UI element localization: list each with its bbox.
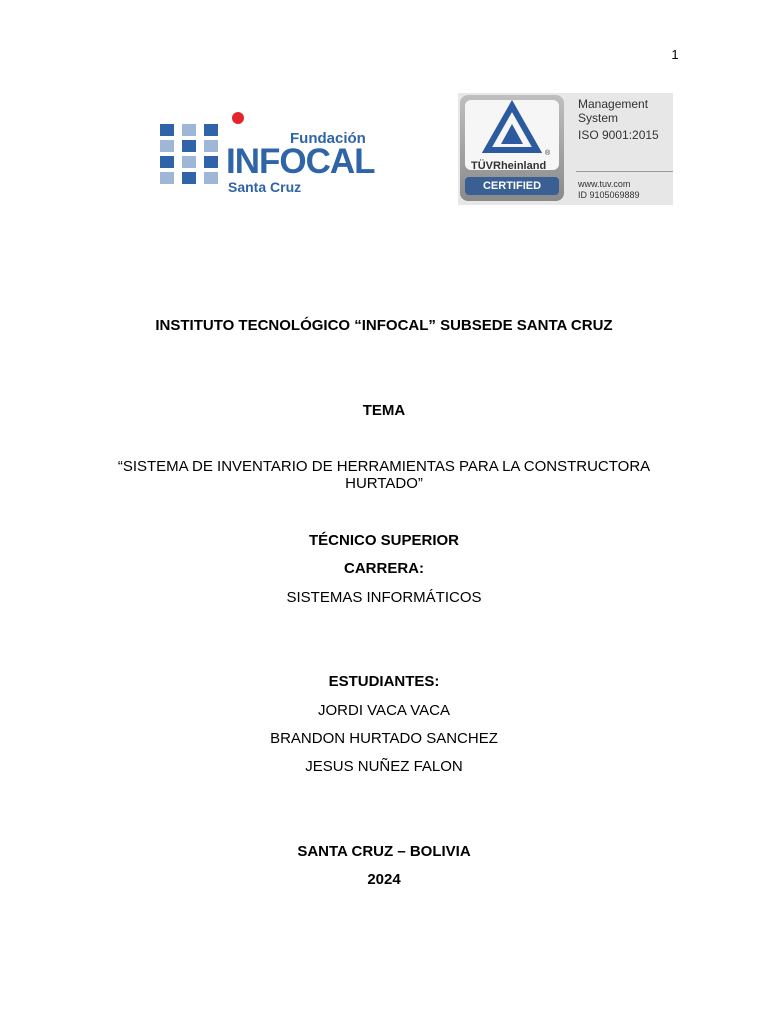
- topic-line-1: “SISTEMA DE INVENTARIO DE HERRAMIENTAS PARA LA CONSTRUCTORA: [117, 458, 651, 475]
- infocal-grid-icon: [160, 124, 218, 184]
- tuv-certification-seal: [458, 93, 673, 205]
- place: SANTA CRUZ – BOLIVIA: [297, 843, 471, 860]
- logo-line-santa-cruz: Santa Cruz: [228, 179, 302, 195]
- infocal-dot-icon: [232, 112, 244, 124]
- tuv-brand-text: TÜVRheinland: [471, 160, 547, 172]
- student-name: JORDI VACA VACA: [318, 702, 450, 719]
- career-label: CARRERA:: [344, 560, 424, 577]
- tuv-badge-panel: [465, 100, 559, 170]
- seal-system-line1: Management: [578, 97, 649, 111]
- career-value: SISTEMAS INFORMÁTICOS: [286, 589, 482, 606]
- degree: TÉCNICO SUPERIOR: [308, 532, 459, 549]
- registered-mark-icon: ®: [545, 150, 551, 157]
- student-name: JESUS NUÑEZ FALON: [305, 758, 463, 775]
- infocal-logo: [152, 110, 382, 200]
- seal-standard: ISO 9001:2015: [578, 128, 659, 142]
- students-label: ESTUDIANTES:: [328, 673, 440, 690]
- tuv-badge: [460, 95, 564, 201]
- year: 2024: [367, 871, 401, 888]
- topic-label: TEMA: [362, 402, 406, 419]
- student-name: BRANDON HURTADO SANCHEZ: [270, 730, 498, 747]
- logo-line-infocal: INFOCAL: [226, 142, 375, 181]
- seal-divider: [576, 171, 673, 172]
- seal-id: ID 9105069889: [578, 190, 640, 200]
- seal-website: www.tuv.com: [578, 179, 631, 189]
- seal-system-line2: System: [578, 111, 619, 125]
- page-number: 1: [671, 47, 679, 62]
- institution-title: INSTITUTO TECNOLÓGICO “INFOCAL” SUBSEDE SANTA CRUZ: [155, 317, 613, 334]
- logo-line-fundacion: Fundación: [290, 130, 366, 147]
- certified-badge: CERTIFIED: [465, 177, 559, 195]
- topic-line-2: HURTADO”: [345, 475, 423, 492]
